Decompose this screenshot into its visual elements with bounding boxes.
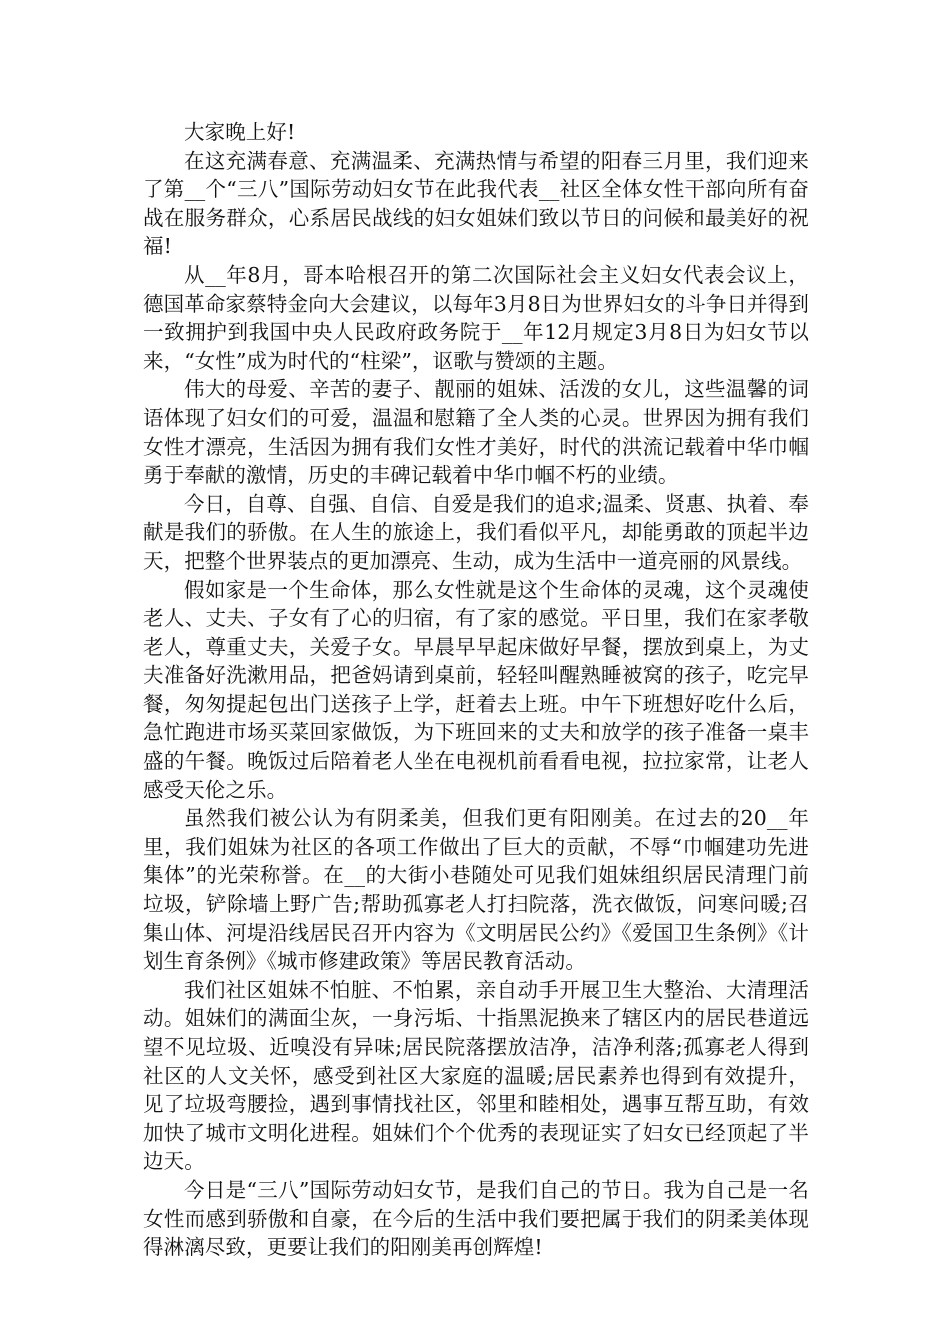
body-paragraph: 在这充满春意、充满温柔、充满热情与希望的阳春三月里，我们迎来了第__个“三八”国际劳动妇女节在此我代表__社区全体女性干部向所有奋战在服务群众，心系居民战线的妇女姐妹们致以节日的问候和最美好的祝福! <box>143 148 809 259</box>
body-paragraph: 我们社区姐妹不怕脏、不怕累，亲自动手开展卫生大整治、大清理活动。姐妹们的满面尘灰，一身污垢、十指黑泥换来了辖区内的居民巷道远望不见垃圾、近嗅没有异味;居民院落摆放洁净，洁净利落;孤寡老人得到社区的人文关怀，感受到社区大家庭的温暖;居民素养也得到有效提升，见了垃圾弯腰捡，遇到事情找社区，邻里和睦相处，遇事互帮互助，有效加快了城市文明化进程。姐妹们个个优秀的表现证实了妇女已经顶起了半边天。 <box>143 977 809 1174</box>
greeting-paragraph: 大家晚上好! <box>184 120 296 144</box>
closing-paragraph: 今日是“三八”国际劳动妇女节，是我们自己的节日。我为自己是一名女性而感到骄傲和自豪，在今后的生活中我们要把属于我们的阴柔美体现得淋漓尽致，更要让我们的阳刚美再创辉煌! <box>143 1177 809 1260</box>
body-paragraph: 伟大的母爱、辛苦的妻子、靓丽的姐妹、活泼的女儿，这些温馨的词语体现了妇女们的可爱，温温和慰籍了全人类的心灵。世界因为拥有我们女性才漂亮，生活因为拥有我们女性才美好，时代的洪流记载着中华巾帼勇于奉献的激情，历史的丰碑记载着中华巾帼不朽的业绩。 <box>143 377 809 488</box>
body-paragraph: 今日，自尊、自强、自信、自爱是我们的追求;温柔、贤惠、执着、奉献是我们的骄傲。在人生的旅途上，我们看似平凡，却能勇敢的顶起半边天，把整个世界装点的更加漂亮、生动，成为生活中一道亮丽的风景线。 <box>143 491 810 573</box>
speech-text <box>143 118 809 1262</box>
body-paragraph: 虽然我们被公认为有阴柔美，但我们更有阳刚美。在过去的20__年里，我们姐妹为社区的各项工作做出了巨大的贡献，不辱“巾帼建功先进集体”的光荣称誉。在__的大街小巷随处可见我们姐妹组织居民清理门前垃圾，铲除墙上野广告;帮助孤寡老人打扫院落，洗衣做饭，问寒问暖;召集山体、河堤沿线居民召开内容为《文明居民公约》《爱国卫生条例》《计划生育条例》《城市修建政策》等居民教育活动。 <box>143 806 809 974</box>
body-paragraph: 假如家是一个生命体，那么女性就是这个生命体的灵魂，这个灵魂使老人、丈夫、子女有了心的归宿，有了家的感觉。平日里，我们在家孝敬老人，尊重丈夫，关爱子女。早晨早早起床做好早餐，摆放到桌上，为丈夫准备好洗漱用品，把爸妈请到桌前，轻轻叫醒熟睡被窝的孩子，吃完早餐，匆匆提起包出门送孩子上学，赶着去上班。中午下班想好吃什么后，急忙跑进市场买菜回家做饭，为下班回来的丈夫和放学的孩子准备一桌丰盛的午餐。晚饭过后陪着老人坐在电视机前看看电视，拉拉家常，让老人感受天伦之乐。 <box>143 577 809 802</box>
body-paragraph: 从__年8月，哥本哈根召开的第二次国际社会主义妇女代表会议上，德国革命家蔡特金向大会建议，以每年3月8日为世界妇女的斗争日并得到一致拥护到我国中央人民政府政务院于__年12月规定3月8日为妇女节以来，“女性”成为时代的“柱梁”，讴歌与赞颂的主题。 <box>143 262 809 373</box>
